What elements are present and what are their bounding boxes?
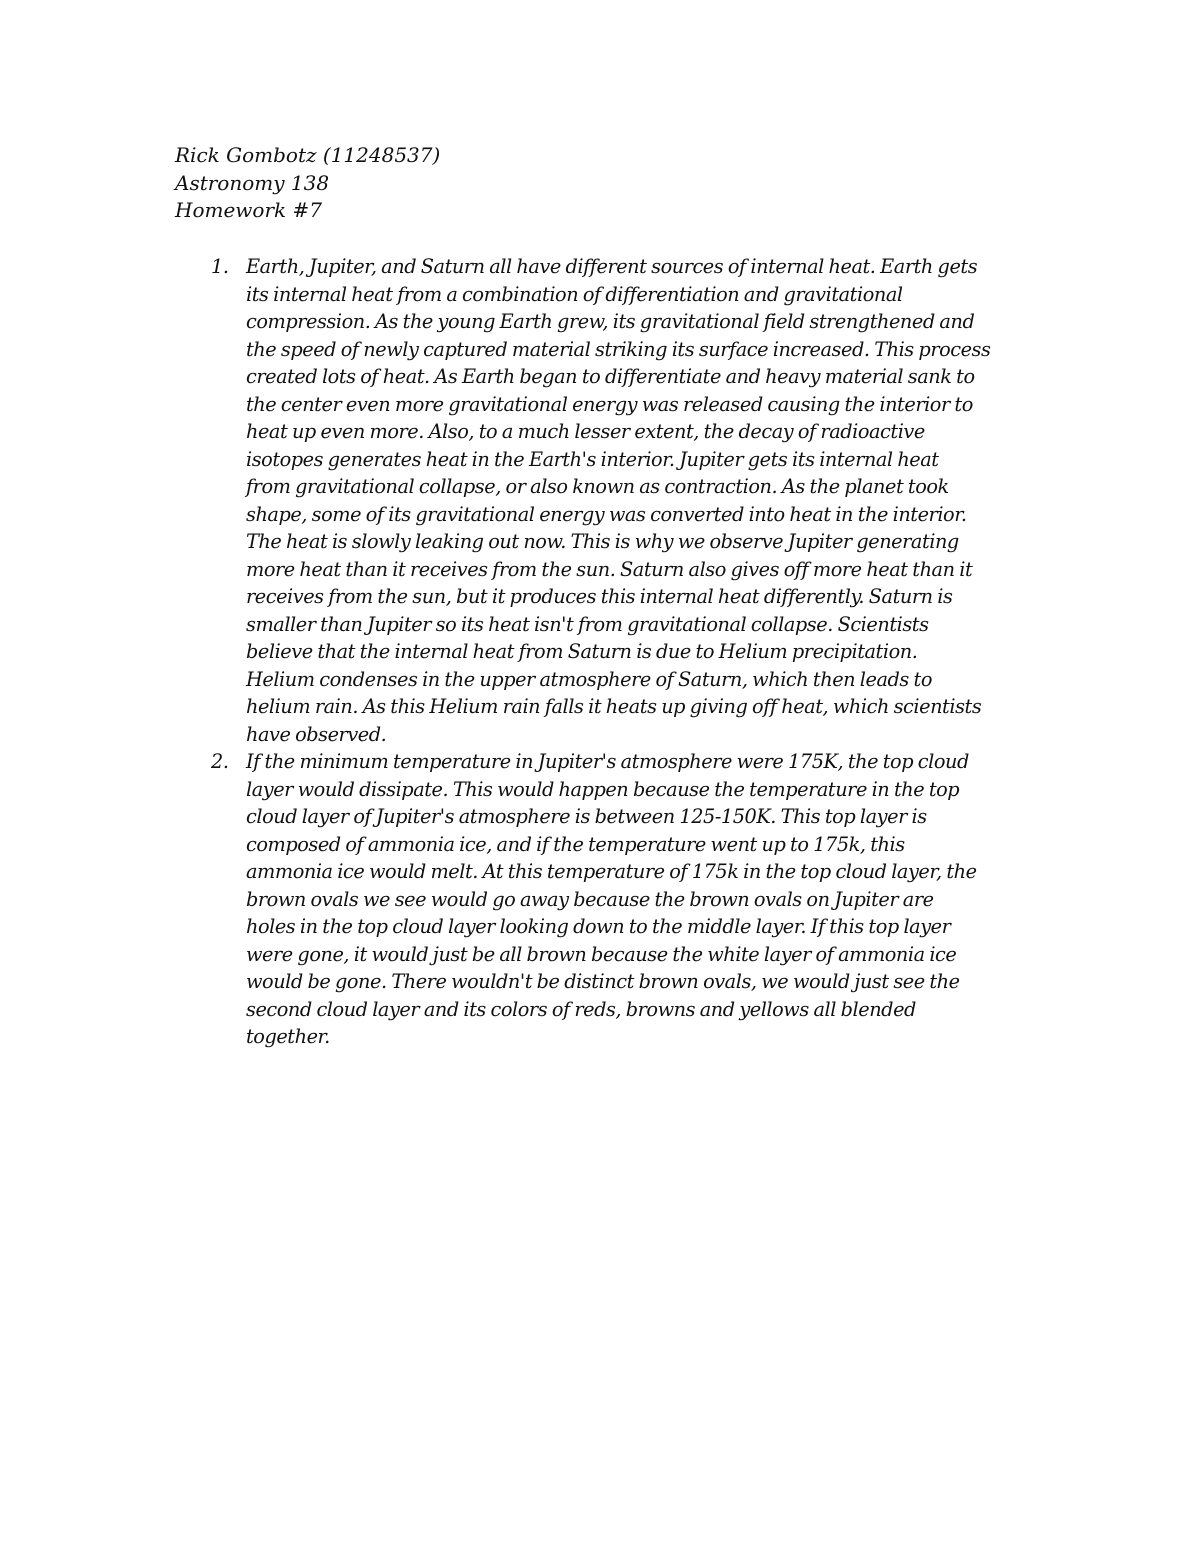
answer-text-line: believe that the internal heat from Saturn is due to Helium precipitation. (246, 640, 918, 663)
answer-text-line: together. (246, 1025, 330, 1048)
answer-text-line: composed of ammonia ice, and if the temperature went up to 175k, this (246, 832, 905, 856)
answer-text-line: heat up even more. Also, to a much lesser extent, the decay of radioactive (246, 420, 925, 443)
answer-text-line: second cloud layer and its colors of reds, browns and yellows all blended (246, 997, 916, 1021)
answer-text-line: receives from the sun, but it produces this internal heat differently. Saturn is (246, 585, 953, 608)
answer-text-line: have observed. (246, 722, 387, 746)
answer-item (175, 253, 1025, 748)
answer-text-line: were gone, it would just be all brown because the white layer of ammonia ice (246, 942, 957, 966)
answer-text-line: layer would dissipate. This would happen because the temperature in the top (246, 777, 960, 801)
answer-text-line: more heat than it receives from the sun. Saturn also gives off more heat than it (246, 557, 973, 581)
course-name: Astronomy 138 (175, 170, 330, 195)
answer-text-line: Earth, Jupiter, and Saturn all have different sources of internal heat. Earth gets (246, 255, 978, 278)
answer-text-line: created lots of heat. As Earth began to differentiate and heavy material sank to (246, 365, 975, 388)
answer-number: 1. (211, 255, 229, 278)
answer-text-line: shape, some of its gravitational energy was converted into heat in the interior. (246, 502, 967, 526)
answer-text-line: If the minimum temperature in Jupiter's atmosphere were 175K, the top cloud (246, 750, 969, 773)
answer-text-line: ammonia ice would melt. At this temperature of 175k in the top cloud layer, the (246, 860, 977, 883)
document-header (175, 142, 1035, 225)
answer-text-line: Helium condenses in the upper atmosphere of Saturn, which then leads to (246, 667, 932, 691)
answer-text-line: its internal heat from a combination of differentiation and gravitational (246, 282, 903, 306)
answer-text-line: isotopes generates heat in the Earth's interior. Jupiter gets its internal heat (246, 447, 939, 471)
answer-list (175, 253, 1025, 1051)
answer-text-line: brown ovals we see would go away because the brown ovals on Jupiter are (246, 887, 934, 911)
answer-text-line: The heat is slowly leaking out now. This is why we observe Jupiter generating (246, 530, 959, 553)
answer-text-line: the center even more gravitational energy was released causing the interior to (246, 392, 973, 416)
answer-text-line: would be gone. There wouldn't be distinct brown ovals, we would just see the (246, 970, 960, 993)
answer-text-line: cloud layer of Jupiter's atmosphere is between 125-150K. This top layer is (246, 805, 927, 828)
answer-text-line: the speed of newly captured material striking its surface increased. This process (246, 337, 991, 361)
answer-item (175, 748, 1025, 1051)
answer-number: 2. (211, 750, 229, 773)
answer-text-line: compression. As the young Earth grew, its gravitational field strengthened and (246, 310, 975, 333)
answer-text-line: from gravitational collapse, or also known as contraction. As the planet took (246, 475, 949, 498)
answer-text-line: smaller than Jupiter so its heat isn't from gravitational collapse. Scientists (246, 612, 929, 636)
answer-text-line: helium rain. As this Helium rain falls it heats up giving off heat, which scientists (246, 695, 982, 718)
assignment-title: Homework #7 (175, 198, 322, 222)
answer-text-line: holes in the top cloud layer looking down to the middle layer. If this top layer (246, 915, 951, 938)
student-name: Rick Gombotz (11248537) (175, 143, 441, 167)
